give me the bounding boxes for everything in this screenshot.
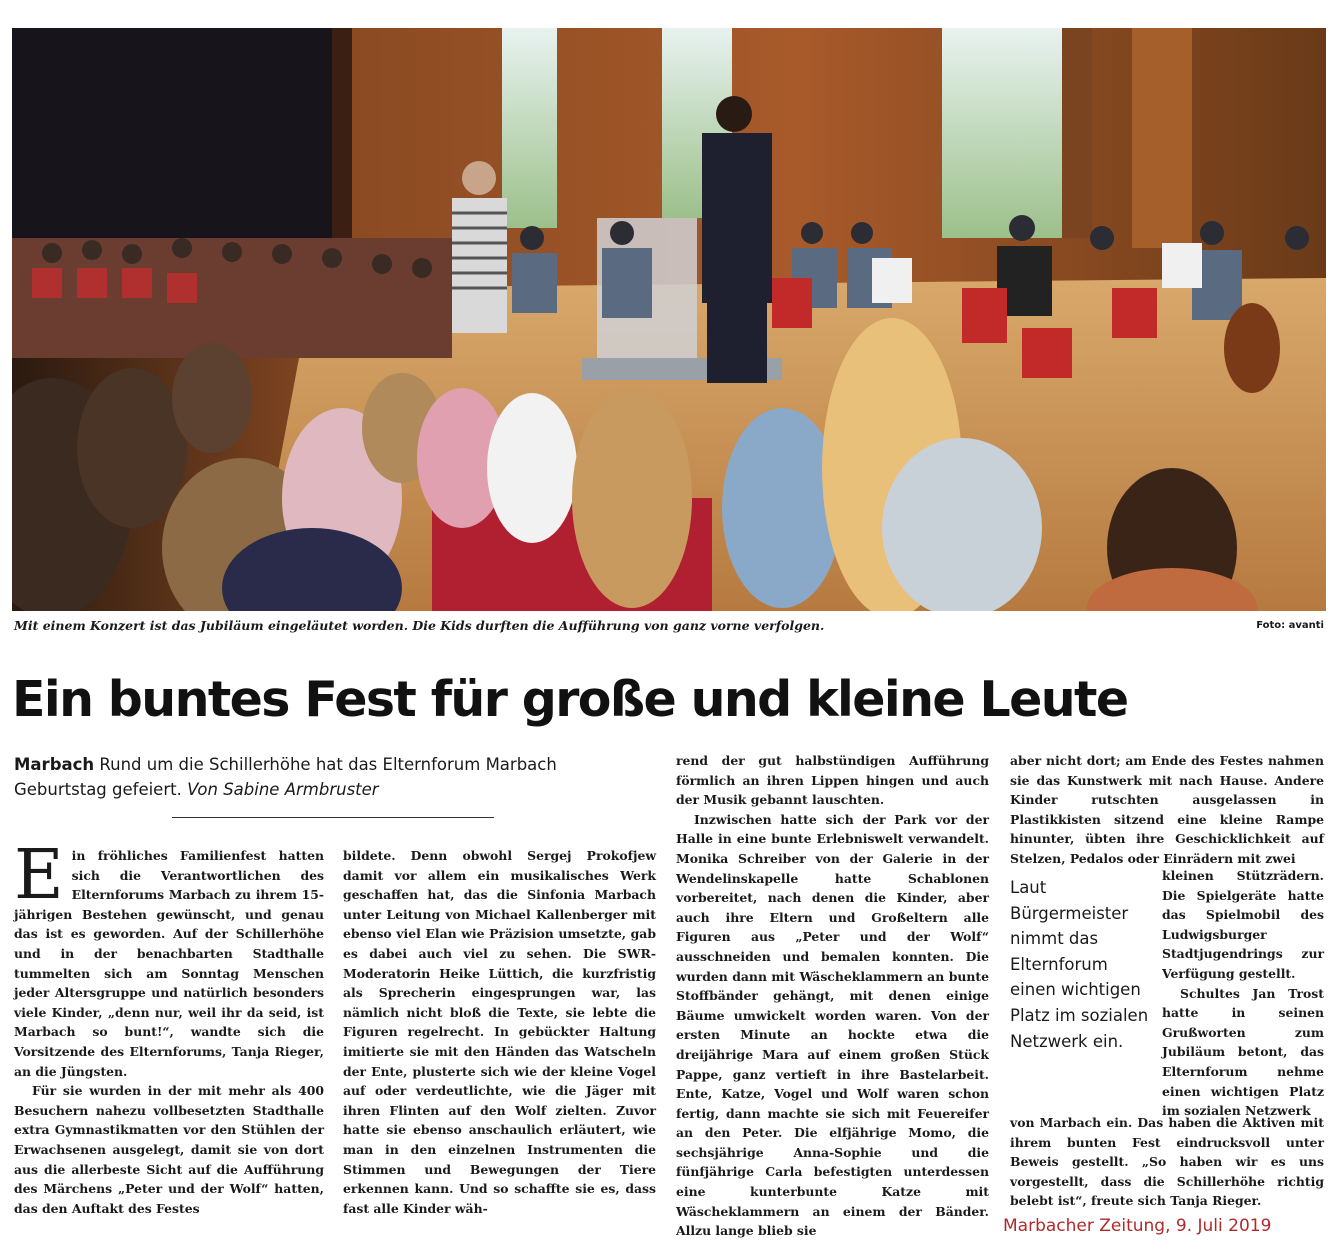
paragraph: Für sie wurden in der mit mehr als 400 Besuchern nahezu vollbesetzten Stadthalle extra Gymnastikmatten vor den Stühlen der Erwachsenen ausgelegt, damit sie von dort aus die allerbeste Sicht auf die Aufführung des Märchens „Peter und der Wolf“ hatten, das den Auftakt des Festes xyxy=(14,1083,324,1216)
paragraph: kleinen Stützrädern. Die Spielgeräte hatte das Spielmobil des Ludwigsburger Stadtjugendrings zur Verfügung gestellt. xyxy=(1162,868,1324,981)
headline: Ein buntes Fest für große und kleine Leute xyxy=(12,671,1128,728)
lead-paragraph xyxy=(14,752,644,802)
paragraph: Schultes Jan Trost hatte in seinen Grußworten zum Jubiläum betont, das Elternforum nehme einen wichtigen Platz im sozialen Netzwerk xyxy=(1162,985,1324,1119)
paragraph: aber nicht dort; am Ende des Festes nahmen sie das Kunstwerk mit nach Hause. Andere Kinder rutschten ausgelassen in Plastikkisten sitzend eine kleine Rampe hinunter, übten ihre Geschicklichkeit auf Stelzen, Pedalos oder Einrädern mit zwei xyxy=(1010,753,1324,866)
article-photo xyxy=(12,28,1326,611)
paragraph: rend der gut halbstündigen Aufführung förmlich an ihren Lippen hingen und auch der Musik gebannt lauschten. xyxy=(676,753,989,808)
article-column-4-top xyxy=(1010,751,1324,869)
concert-photo-illustration xyxy=(12,28,1326,611)
dropcap: E xyxy=(14,836,64,915)
article-column-3 xyxy=(676,751,989,1241)
article-column-1 xyxy=(14,836,324,1218)
lead-divider xyxy=(172,817,494,818)
article-column-4-side xyxy=(1162,866,1324,1121)
photo-credit: Foto: avanti xyxy=(1256,620,1324,631)
article-column-2 xyxy=(343,846,656,1218)
dateline: Marbach xyxy=(14,755,95,774)
paragraph: von Marbach ein. Das haben die Aktiven mit ihrem bunten Fest eindrucksvoll unter Beweis gestellt. „So haben wir es uns vorgestellt, dass die Schillerhöhe richtig belebt ist“, freute sich Tanja Rieger. xyxy=(1010,1115,1324,1209)
paragraph: in fröhliches Familienfest hatten sich die Verantwortlichen des Elternforums Marbach zu ihrem 15-jährigen Bestehen gewünscht, und genau das ist es geworden. Auf der Schillerhöhe und in der benachbarten Stadthalle tummelten sich am Sonntag Menschen jeder Altersgruppe und natürlich besonders viele Kinder, „denn nur, weil ihr da seid, ist Marbach so bunt!“, wandte sich die Vorsitzende des Elternforums, Tanja Rieger, an die Jüngsten. xyxy=(14,848,324,1079)
lead-text: Rund um die Schillerhöhe hat das Elternforum Marbach Geburtstag gefeiert. xyxy=(14,755,557,799)
pull-quote: Laut Bürgermeister nimmt das Elternforum einen wichtigen Platz im sozialen Netzwerk ein. xyxy=(1010,878,1149,1051)
paragraph: bildete. Denn obwohl Sergej Prokofjew damit vor allem ein musikalisches Werk geschaffen hat, das die Sinfonia Marbach unter Leitung von Michael Kallenberger mit ebenso viel Elan wie Präzision umsetzte, gab es dabei auch viel zu sehen. Die SWR-Moderatorin Heike Lüttich, die kurzfristig als Sprecherin eingesprungen war, las nämlich nicht bloß die Texte, sie lebte die Figuren regelrecht. In gebückter Haltung imitierte sie mit den Händen das Watscheln der Ente, plusterte sich wie der kleine Vogel auf oder verdeutlichte, wie die Jäger mit ihren Flinten auf den Wolf zielten. Zuvor hatte sie ebenso anschaulich erläutert, wie man in den einzelnen Instrumenten die Stimmen und Bewegungen der Tiere erkennen kann. Und so schaffte sie es, dass fast alle Kinder wäh- xyxy=(343,848,656,1216)
photo-caption-row xyxy=(14,618,1326,638)
source-note: Marbacher Zeitung, 9. Juli 2019 xyxy=(1003,1216,1272,1236)
byline: Von Sabine Armbruster xyxy=(187,780,379,799)
paragraph: Inzwischen hatte sich der Park vor der Halle in eine bunte Erlebniswelt verwandelt. Monika Schreiber von der Galerie in der Wendelinskapelle hatte Schablonen vorbereitet, nach denen die Kinder, aber auch ihre Eltern und Großeltern alle Figuren aus „Peter und der Wolf“ ausschneiden und bemalen konnten. Die wurden dann mit Wäscheklammern an bunte Stoffbänder gehängt, mit denen einige Bäume umwickelt worden waren. Von der ersten Minute an hockte etwa die dreijährige Mara auf einem großen Stück Pappe, ganz vertieft in ihre Bastelarbeit. Ente, Katze, Vogel und Wolf waren schon fertig, dann machte sie sich mit Feuereifer an den Peter. Die elfjährige Momo, die sechsjährige Anna-Sophie und die fünfjährige Carla befestigten unterdessen eine kunterbunte Katze mit Wäscheklammern an einem der Bänder. Allzu lange blieb sie xyxy=(676,811,989,1239)
photo-caption: Mit einem Konzert ist das Jubiläum eingeläutet worden. Die Kids durften die Aufführung von ganz vorne verfolgen. xyxy=(14,618,825,633)
article-column-4-bottom xyxy=(1010,1113,1324,1211)
